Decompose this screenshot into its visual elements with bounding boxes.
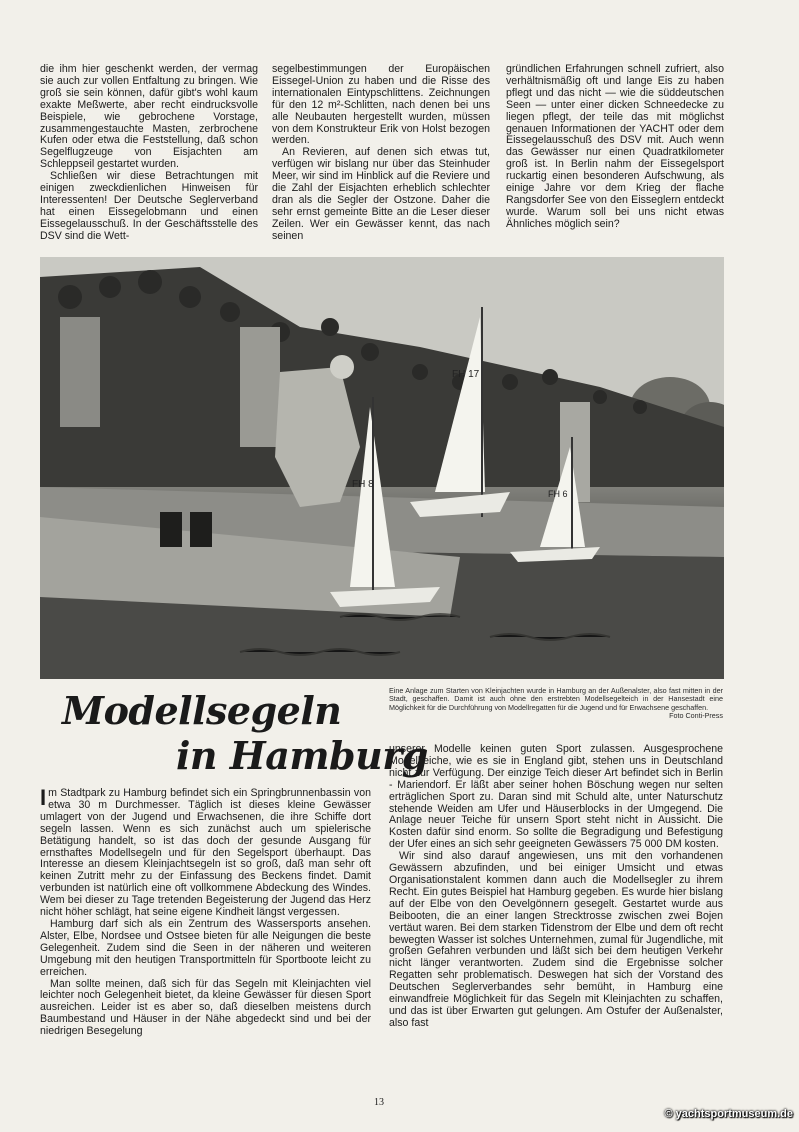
paragraph: An Revieren, auf denen sich etwas tut, verfügen wir bislang nur über das Steinhuder Meer, wir sind im Hinblick auf die Reviere und die Zahl der Eisjachten erheblich schlechter dran als die Segler der Ostzone. Daher die sehr ernst gemeinte Bitte an die Leser dieser Zeilen. Wer ein Gewässer kennt, das nach seinen xyxy=(272,146,490,242)
watermark: © yachtsportmuseum.de xyxy=(664,1108,793,1120)
paragraph: Schließen wir diese Betrachtungen mit einigen zweckdienlichen Hinweisen für Interessenten! Der Deutsche Seglerverband hat einen Eissegelobmann und einen Eissegelausschuß. In der Geschäftsstelle des DSV sind die Wett- xyxy=(40,170,258,242)
top-column-3 xyxy=(506,64,724,231)
article-title-line-1: Modellsegeln xyxy=(62,688,342,733)
photo-illustration xyxy=(40,257,724,679)
caption-text: Eine Anlage zum Starten von Kleinjachten wurde in Hamburg an der Außenalster, also fast mitten in der Stadt, geschaffen. Damit ist auch ohne den erstrebten Modellsegelteich in der Hansestadt eine Möglichkeit für die Durchführung von Modellregatten für die Jugend und für Erwachsene geschaffen. xyxy=(389,686,723,712)
page-number: 13 xyxy=(374,1097,384,1108)
paragraph: Wir sind also darauf angewiesen, uns mit den vorhandenen Gewässern abzufinden, und bei einiger Umsicht und etwas Organisationstalent kommen dann auch die Modellsegler zu ihrem Recht. Ein gutes Beispiel hat Hamburg gegeben. Es wurde hier bislang auf der Elbe von den Oevelgönnern gesegelt. Gestartet wurde aus Beibooten, die an einer langen Strecktrosse zwischen zwei Bojen vertäut waren. Bei dem starken Tidenstrom der Elbe und dem oft recht bewegten Wasser ist solches Unternehmen, zumal für Jugendliche, mit großen Gefahren verbunden und läßt sich bei dem heutigen Verkehr nicht länger verantworten. Zudem sind die Ergebnisse solcher Regatten sehr problematisch. Deswegen hat sich der Vorstand des Deutschen Seglerverbandes sehr bemüht, in Hamburg eine einwandfreie Möglichkeit für das Segeln mit Kleinjachten zu schaffen, und das ist über Erwarten gut gelungen. Am Ostufer der Außenalster, also fast xyxy=(389,850,723,1029)
paragraph xyxy=(40,785,371,919)
paragraph-text: m Stadtpark zu Hamburg befindet sich ein Springbrunnenbassin von etwa 30 m Durchmesser. Täglich ist dieses kleine Gewässer umlagert von der Jugend und Erwachsenen, die ihre Schiffe dort segeln lassen. Wenn es sich zunächst auch um spielerische Betätigung handelt, so ist das doch der gesunde Ausgang für ernsthaftes Modellsegeln und für den Segelsport überhaupt. Das Interesse an diesem Kleinjachtsegeln ist so groß, daß man sehr oft keinen Zutritt mehr zu der Einfassung des Beckens findet. Damit verbunden ist natürlich eine oft vollkommene Abdeckung des Windes. Wem bei dieser zu Tage tretenden Begeisterung der Jugend das Herz nicht höher schlägt, hat seine eigene Kindheit längst vergessen. xyxy=(40,787,371,919)
sail-number-label: FH 8 xyxy=(352,479,374,490)
article-title-line-2: in Hamburg xyxy=(176,733,428,778)
photo-caption xyxy=(389,687,723,721)
sail-number-label: FH 6 xyxy=(548,489,568,499)
paragraph: Man sollte meinen, daß sich für das Segeln mit Kleinjachten viel leichter noch Gelegenheit bietet, da kleine Gewässer für diesen Sport ausreichen. Leider ist es aber so, daß dieselben meistens durch Baumbestand und Häuser in der Nähe abgedeckt sind und bei der niedrigen Besegelung xyxy=(40,977,371,1038)
paragraph: segelbestimmungen der Europäischen Eissegel-Union zu haben und die Risse des internationalen Eintypschlittens. Zeichnungen für den 12 m²-Schlitten, nach denen bei uns alle Neubauten hergestellt wurden, müssen von dem Konstrukteur Erik von Holst bezogen werden. xyxy=(272,63,490,147)
paragraph: Hamburg darf sich als ein Zentrum des Wassersports ansehen. Alster, Elbe, Nordsee und Ostsee bieten für alle Neigungen die beste Gelegenheit. Zudem sind die Seen in der näheren und weiteren Umgebung mit den heutigen Transportmitteln für Sportboote leicht zu erreichen. xyxy=(40,917,371,978)
paragraph: unserer Modelle keinen guten Sport zulassen. Ausgesprochene Modellteiche, wie es sie in England gibt, stehen uns in Deutschland nicht zur Verfügung. Der einzige Teich dieser Art befindet sich in Berlin - Mariendorf. Er läßt aber seiner hohen Böschung wegen nur selten erträglichen Sport zu. Daran sind mit Schuld alte, unter Naturschutz stehende Weiden am Ufer und Häuserblocks in der Umgegend. Die Anlage neuer Teiche für unsern Sport steht nicht in Aussicht. Die Kosten dafür sind enorm. So sollte die Begradigung und Befestigung der Ufer eines an sich sehr geeigneten Gewässers 75 000 DM kosten. xyxy=(389,743,723,851)
article-column-left xyxy=(40,785,371,1038)
model-yachts-photo xyxy=(40,257,724,679)
paragraph: die ihm hier geschenkt werden, der vermag sie auch zur vollen Entfaltung zu bringen. Wie groß sie sein können, dafür gibt's wohl kaum exakte Meßwerte, aber recht eindrucksvolle Beispiele, wie gebrochene Vorstage, zusammengestauchte Masten, zerbrochene Kufen oder etwa die Feststellung, daß schon Segelflugzeuge von Eisjachten am Schleppseil gestartet wurden. xyxy=(40,63,258,171)
dropcap: I xyxy=(40,785,47,810)
photo-credit: Foto Conti-Press xyxy=(669,711,723,721)
top-column-1 xyxy=(40,64,258,243)
paragraph: gründlichen Erfahrungen schnell zufriert, also verhältnismäßig oft und lange Eis zu haben pflegt und das nicht — wie die süddeutschen Seen — unter einer dicken Schneedecke zu liegen pflegt, der teile das mit möglichst genauen Informationen der YACHT oder dem Eissegelausschuß des DSV mit. Auch wenn das Gewässer nur einen Quadratkilometer groß ist. In Berlin nahm der Eissegelsport ruckartig einen besonderen Aufschwung, als einige Jahre vor dem Krieg der flache Rangsdorfer See von den Eisseglern entdeckt wurde. Warum soll bei uns nicht etwas Ähnliches möglich sein? xyxy=(506,63,724,230)
article-column-right xyxy=(389,744,723,1030)
sail-number-label: FH 17 xyxy=(452,369,480,380)
top-column-2 xyxy=(272,64,490,243)
